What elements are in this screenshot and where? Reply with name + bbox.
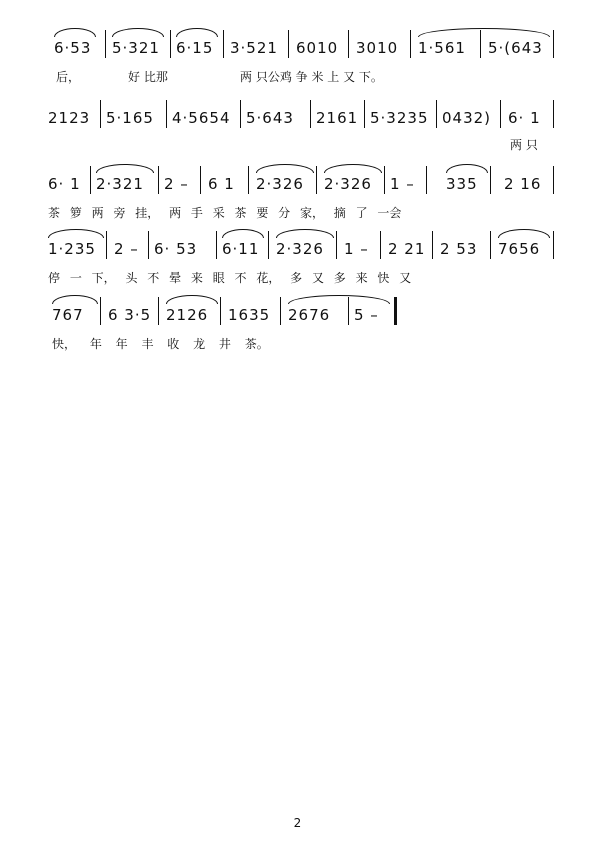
notes-row-2 xyxy=(48,106,558,130)
measure: 2123 xyxy=(48,109,91,127)
measure: 2 53 xyxy=(440,240,478,258)
measure: 6·11 xyxy=(222,240,260,258)
measure: 6·53 xyxy=(54,39,92,57)
measure: 6· 1 xyxy=(48,175,81,193)
measure: 5 – xyxy=(354,306,379,324)
measure: 1 – xyxy=(390,175,415,193)
measure: 1·235 xyxy=(48,240,96,258)
measure: 1 – xyxy=(344,240,369,258)
measure: 5·321 xyxy=(112,39,160,57)
lyric-segment: 好 比那 xyxy=(128,70,168,84)
measure: 2 16 xyxy=(504,175,542,193)
notes-row-4 xyxy=(48,237,558,261)
measure: 2676 xyxy=(288,306,331,324)
measure: 6 3·5 xyxy=(108,306,152,324)
measure: 6·15 xyxy=(176,39,214,57)
measure: 6 1 xyxy=(208,175,235,193)
measure: 7656 xyxy=(498,240,541,258)
lyric-segment: 茶 箩 两 旁 挂， 两 手 采 茶 要 分 家， 摘 了 一会 xyxy=(48,206,402,220)
measure: 2126 xyxy=(166,306,209,324)
lyric-segment: 两 只公鸡 争 米 上 又 下。 xyxy=(240,70,383,84)
measure: 2 – xyxy=(164,175,189,193)
lyric-segment: 快， 年 年 丰 收 龙 井 茶。 xyxy=(52,337,269,351)
measure: 2 – xyxy=(114,240,139,258)
notes-row-1 xyxy=(48,36,558,60)
measure: 0432) xyxy=(442,109,492,127)
measure: 6· 53 xyxy=(154,240,198,258)
notes-row-3 xyxy=(48,172,558,196)
measure: 6010 xyxy=(296,39,339,57)
measure: 335 xyxy=(446,175,478,193)
measure: 5·3235 xyxy=(370,109,429,127)
measure: 2 21 xyxy=(388,240,426,258)
measure: 6· 1 xyxy=(508,109,541,127)
lyric-segment: 两 只 xyxy=(510,138,538,152)
lyric-segment: 后， xyxy=(56,70,81,84)
measure: 2·326 xyxy=(276,240,324,258)
measure: 5·165 xyxy=(106,109,154,127)
measure: 5·643 xyxy=(246,109,294,127)
measure: 1·561 xyxy=(418,39,466,57)
measure: 2·326 xyxy=(324,175,372,193)
measure: 2·326 xyxy=(256,175,304,193)
measure: 2161 xyxy=(316,109,359,127)
measure: 3·521 xyxy=(230,39,278,57)
measure: 5·(643 xyxy=(488,39,543,57)
measure: 4·5654 xyxy=(172,109,231,127)
page-number: 2 xyxy=(293,816,302,830)
measure: 2·321 xyxy=(96,175,144,193)
measure: 1635 xyxy=(228,306,271,324)
lyric-segment: 停 一 下， 头 不 晕 来 眼 不 花， 多 又 多 来 快 又 xyxy=(48,271,412,285)
measure: 767 xyxy=(52,306,84,324)
notes-row-5 xyxy=(48,303,558,327)
measure: 3010 xyxy=(356,39,399,57)
